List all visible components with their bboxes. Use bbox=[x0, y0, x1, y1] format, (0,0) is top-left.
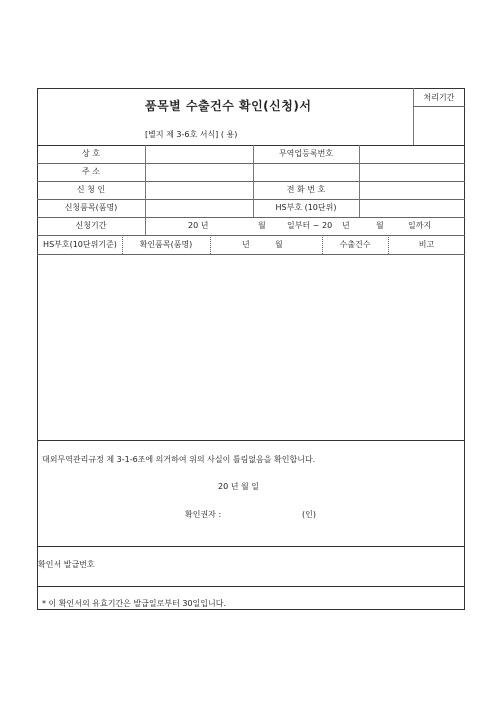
processing-period-label: 처리기간 bbox=[423, 93, 455, 102]
value-column-divider bbox=[359, 145, 360, 217]
col-item: 확인품목(품명) bbox=[139, 240, 193, 249]
period-label: 신청기간 bbox=[75, 221, 107, 230]
period-year-end: 년 bbox=[342, 221, 350, 230]
label-column-divider bbox=[145, 145, 146, 217]
period-month-start: 월 bbox=[258, 221, 266, 230]
period-from: 일부터 ~ 20 bbox=[287, 221, 333, 230]
column-divider bbox=[210, 235, 211, 254]
row-divider bbox=[37, 181, 465, 182]
form-subtitle: [별지 제 3-6호 서식] ( 용) bbox=[145, 130, 238, 139]
row-divider bbox=[37, 163, 465, 164]
col-export-count: 수출건수 bbox=[339, 240, 371, 249]
issue-number-label: 확인서 발급번호 bbox=[38, 560, 95, 569]
col-year: 년 bbox=[242, 240, 250, 249]
row-divider bbox=[37, 254, 465, 255]
processing-label-line bbox=[413, 106, 465, 107]
issue-number-top-line bbox=[37, 546, 465, 547]
info-table-top bbox=[37, 145, 465, 146]
hs-code-label: HS부호 (10단위) bbox=[275, 203, 337, 212]
period-to: 일까지 bbox=[408, 221, 432, 230]
footnote-top-line bbox=[37, 586, 465, 587]
footnote: * 이 확인서의 유효기간은 발급일로부터 30일입니다. bbox=[42, 599, 226, 608]
period-year-start: 20 년 bbox=[188, 221, 209, 230]
col-note: 비고 bbox=[418, 240, 435, 249]
item-label: 신청품목(품명) bbox=[64, 203, 118, 212]
row-divider bbox=[37, 235, 465, 236]
trade-reg-label: 무역업등록번호 bbox=[278, 149, 334, 158]
phone-label: 전 화 번 호 bbox=[286, 185, 326, 194]
period-month-end: 월 bbox=[376, 221, 384, 230]
company-label: 상 호 bbox=[82, 149, 100, 158]
seal-mark: (인) bbox=[302, 510, 316, 519]
applicant-label: 신 청 인 bbox=[76, 185, 106, 194]
certification-top-line bbox=[37, 440, 465, 441]
certification-statement: 대외무역관리규정 제 3-1-6조에 의거하여 위의 사실이 틀림없음을 확인합니다. bbox=[42, 455, 316, 464]
col-hs-code: HS부호(10단위기준) bbox=[43, 240, 117, 249]
row-divider bbox=[37, 217, 465, 218]
col-month: 월 bbox=[275, 240, 283, 249]
form-title: 품목별 수출건수 확인(신청)서 bbox=[145, 99, 312, 113]
certification-date: 20 년 월 일 bbox=[218, 482, 259, 491]
row-divider bbox=[37, 199, 465, 200]
period-label-divider bbox=[145, 217, 146, 235]
confirmer-label: 확인권자 : bbox=[185, 510, 222, 519]
address-label: 주 소 bbox=[82, 167, 100, 176]
